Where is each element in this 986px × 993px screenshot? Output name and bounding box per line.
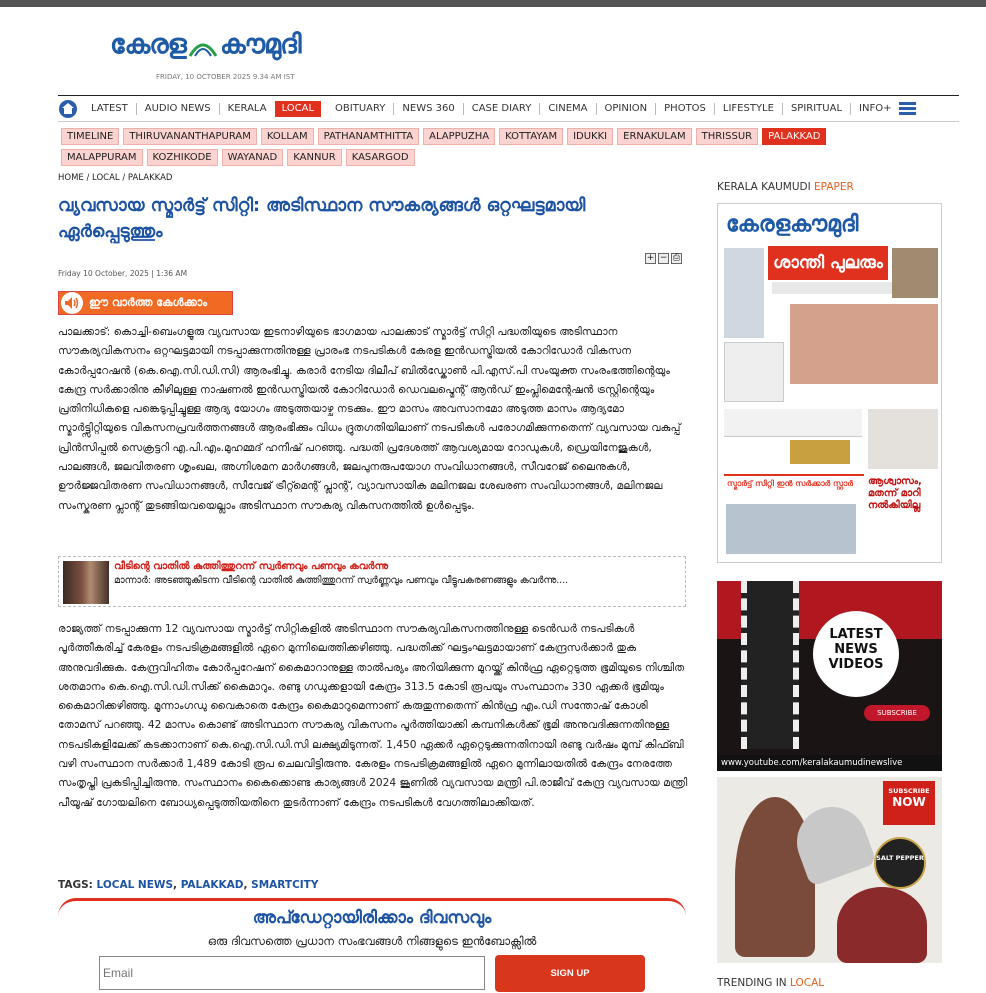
trending-accent: LOCAL xyxy=(790,977,825,989)
logo-text-left: കേരള xyxy=(110,29,186,60)
newsletter-title: അപ്ഡേറ്റായിരിക്കാം ദിവസവും xyxy=(252,908,492,928)
email-input[interactable] xyxy=(99,956,485,990)
epaper-photo xyxy=(790,304,938,384)
logo-text-right: കൗമുദി xyxy=(219,29,301,60)
article-date: Friday 10 October, 2025 | 1:36 AM xyxy=(58,269,188,278)
district-tab[interactable]: KOTTAYAM xyxy=(499,128,563,145)
epaper-story-2: ആശ്വാസം, മതന്ന് മാറി നൽകിയില്ല xyxy=(868,476,940,536)
breadcrumb[interactable]: HOME / LOCAL / PALAKKAD xyxy=(58,173,173,183)
ad-subscribe-label[interactable] xyxy=(883,781,935,825)
epaper-story-1: സ്മാർട്ട് സിറ്റി ഇൻ സർക്കാർ സ്റ്റാർ xyxy=(724,474,864,560)
nav-item-obituary[interactable]: OBITUARY xyxy=(327,103,394,115)
article-paragraph-1: പാലക്കാട്: കൊച്ചി-ബെംഗളൂരു വ്യവസായ ഇടനാഴിയുടെ ഭാഗമായ പാലക്കാട് സ്മാർട്ട് സിറ്റി പദ്ധതിയുടെ അടിസ്ഥാന സൗകര്യവികസനം ഒറ്റഘട്ടമായി നടപ്പാക്കുന്നതിനുള്ള പ്രാരംഭ നടപടികൾ കേരള ഇൻഡസ്ട്രിയൽ കോറിഡോർ വികസന കോർപ്പറേഷൻ (കെ.ഐ.സി.ഡി.സി) ആരംഭിച്ചു. കരാർ നേടിയ ദിലീപ് ബിൽഡ്കോൺ പി.എസ്.പി സംയുക്ത സംരംഭത്തിന്റെയും കേന്ദ്ര സർക്കാരിനു കീഴിലുള്ള നാഷണൽ ഇൻഡസ്ട്രിയൽ കോറിഡോർ ഡെവലപ്മെന്റ് ആൻഡ് ഇംപ്ലിമെന്റേഷൻ ട്രസ്റ്റിന്റെയും പ്രതിനിധികളെ പങ്കെടുപ്പിച്ചുള്ള ആദ്യ യോഗം അടുത്തയാഴ്ച നടക്കും. ഈ മാസം അവസാനമോ അടുത്ത മാസം ആദ്യമോ സ്മാർട്ട്സിറ്റിയുടെ വികസനപ്രവർത്തനങ്ങൾ ആരംഭിക്കും വിധം ദ്രുതഗതിയിലാണ് നടപടികൾ പരോഗമിക്കുന്നതെന്ന് വ്യവസായ വകുപ്പ് പ്രിൻസിപ്പൽ സെക്രട്ടറി എ.പി.എം.മുഹമ്മദ് ഹനീഷ് പറഞ്ഞു. പദ്ധതി പ്രദേശത്ത് ആവശ്യമായ റോഡുകൾ, ഡ്രെയിനേജുകൾ, പാലങ്ങൾ, ജലവിതരണ ശൃംഖല, അഗ്നിശമന മാർഗങ്ങൾ, ജലപുനരുപയോഗ സംവിധാനങ്ങൾ, സീവറേജ് ലൈനുകൾ, ഊർജ്ജവിതരണ സംവിധാനങ്ങൾ, സീവേജ് ട്രീറ്റ്മെന്റ് പ്ലാന്റ്, വ്യാവസായിക മലിനജല ശേഖരണ സംവിധാനങ്ങൾ, മലിനജല സംസ്കരണ പ്ലാന്റ് തുടങ്ങിയവയെല്ലാം അടിസ്ഥാന സൗകര്യ വികസനത്തിൽ ഉൾപ്പെടും. xyxy=(58,326,681,512)
nav-item-news-360[interactable]: NEWS 360 xyxy=(394,103,463,115)
district-tab[interactable]: KOZHIKODE xyxy=(147,149,218,166)
related-thumbnail xyxy=(63,561,109,604)
filmstrip-graphic xyxy=(741,581,799,749)
nav-item-photos[interactable]: PHOTOS xyxy=(656,103,715,115)
epaper-preview[interactable] xyxy=(717,203,942,563)
main-nav xyxy=(58,95,959,122)
tags-label: TAGS: xyxy=(58,879,93,891)
epaper-headline: ശാന്തി പുലരും xyxy=(768,246,888,280)
video-subscribe-button[interactable]: SUBSCRIBE xyxy=(864,705,930,721)
epaper-text-block xyxy=(724,409,862,437)
logo-sunrise-icon xyxy=(188,34,218,56)
home-icon[interactable] xyxy=(59,100,77,118)
nav-item-local[interactable]: LOCAL xyxy=(275,101,321,117)
district-tab[interactable]: KASARGOD xyxy=(346,149,415,166)
related-story[interactable] xyxy=(58,556,686,607)
nav-item-latest[interactable]: LATEST xyxy=(83,103,137,115)
trending-prefix: TRENDING IN xyxy=(717,977,787,989)
article-headline: വ്യവസായ സ്മാർട്ട് സിറ്റി: അടിസ്ഥാന സൗകര്യങ്ങൾ ഒറ്റഘട്ടമായി ഏർപ്പെടുത്തും xyxy=(58,196,586,242)
nav-item-case-diary[interactable]: CASE DIARY xyxy=(464,103,541,115)
font-decrease-button[interactable]: − xyxy=(659,253,668,263)
district-tabs xyxy=(61,128,901,166)
district-tab[interactable]: IDUKKI xyxy=(567,128,613,145)
district-tab[interactable]: KANNUR xyxy=(287,149,341,166)
epaper-heading-accent: EPAPER xyxy=(814,181,854,193)
epaper-photo xyxy=(868,409,938,469)
hamburger-menu-icon[interactable] xyxy=(899,102,916,115)
district-tab[interactable]: KOLLAM xyxy=(261,128,314,145)
related-description: മാന്നാർ: അടഞ്ഞുകിടന്ന വീടിന്റെ വാതിൽ കുത്തിത്തുറന്ന് സ്വർണ്ണവും പണവും വീട്ടുപകരണങ്ങളും കവർന്നു.... xyxy=(114,575,569,586)
article-paragraph-2: രാജ്യത്ത് നടപ്പാക്കുന്ന 12 വ്യവസായ സ്മാർട്ട് സിറ്റികളിൽ അടിസ്ഥാന സൗകര്യവികസനത്തിനുള്ള ടെൻഡർ നടപടികൾ പൂർത്തീകരിച്ച് കേരളം നടപടിക്രമങ്ങളിൽ ഏറെ മുന്നിലെത്തിക്കഴിഞ്ഞു. പദ്ധതിക്ക് ഘട്ടംഘട്ടമായാണ് കേന്ദ്രസർക്കാർ തുക അനുവദിക്കുക. കേന്ദ്രവിഹിതം കോർപ്പറേഷന് കൈമാറാനുള്ള താൽപര്യം അറിയിക്കുന്ന മുറയ്ക്ക് കിൻഫ്ര ഏറ്റെടുത്ത ഭൂമിയുടെ നിശ്ചിത ശതമാനം കെ.ഐ.സി.ഡി.സിക്ക് കൈമാറും. രണ്ടു ഗഡുക്കളായി കേന്ദ്രം 313.5 കോടി രൂപയും സംസ്ഥാനം 330 ഏക്കർ ഭൂമിയും കൈമാറിക്കഴിഞ്ഞു. മൂന്നാംഗഡു വൈകാതെ കേന്ദ്രം കൈമാറുമെന്നാണ് കരുതുന്നതെന്ന് കിൻഫ്ര എം.ഡി സന്തോഷ് കോശി തോമസ് പറഞ്ഞു. 42 മാസം കൊണ്ട് അടിസ്ഥാന സൗകര്യ വികസനം പൂർത്തിയാക്കി കമ്പനികൾക്ക് ഭൂമി അനുവദിക്കുന്നതിനുള്ള നടപടികളിലേക്ക് കടക്കാനാണ് കെ.ഐ.സി.ഡി.സി ലക്ഷ്യമിടുന്നത്. 1,450 ഏക്കർ ഏറ്റെടുക്കുന്നതിനായി രണ്ടു വർഷം മുമ്പ് കിഫ്ബി വഴി സംസ്ഥാന സർക്കാർ 1,489 കോടി രൂപ ചെലവിട്ടിരുന്നു. കേരളം നടപടിക്രമങ്ങളിൽ ഏറെ മുന്നിലായതിൽ കേന്ദ്രം നേരത്തേ സംതൃപ്തി പ്രകടിപ്പിച്ചിരുന്നു. സംസ്ഥാനം കൈക്കൊണ്ട കാര്യങ്ങൾ 2024 ജൂണിൽ വ്യവസായ മന്ത്രി പി.രാജീവ് കേന്ദ്ര വ്യവസായ മന്ത്രി പീയൂഷ് ഗോയലിനെ ബോധ്യപ്പെടുത്തിയതിനെ തുടർന്നാണ് കേന്ദ്രം നടപടികൾ വേഗത്തിലാക്കിയത്. xyxy=(58,623,688,809)
district-tab[interactable]: MALAPPURAM xyxy=(61,149,143,166)
ad-subscribe-small: SUBSCRIBE xyxy=(888,787,930,795)
listen-button[interactable] xyxy=(58,291,233,315)
district-tab[interactable]: THIRUVANANTHAPURAM xyxy=(123,128,257,145)
tags: TAGS: LOCAL NEWS, PALAKKAD, SMARTCITY xyxy=(58,879,319,891)
salt-pepper-ad[interactable] xyxy=(717,777,942,963)
epaper-logo: കേരളകൗമുദി xyxy=(718,204,941,244)
ad-person-photo xyxy=(837,887,927,963)
epaper-photo xyxy=(726,504,856,554)
tag-link[interactable]: PALAKKAD xyxy=(180,879,244,891)
latest-videos-label: LATEST NEWS VIDEOS xyxy=(813,611,899,697)
epaper-heading-prefix: KERALA KAUMUDI xyxy=(717,181,811,193)
nav-item-spiritual[interactable]: SPIRITUAL xyxy=(783,103,851,115)
latest-videos-banner[interactable] xyxy=(717,581,942,771)
epaper-heading xyxy=(717,181,854,193)
youtube-url[interactable]: www.youtube.com/keralakaumudinewslive xyxy=(717,755,942,771)
district-tab[interactable]: TIMELINE xyxy=(61,128,119,145)
related-title[interactable]: വീടിന്റെ വാതിൽ കുത്തിത്തുറന്ന് സ്വർണവും പണവും കവർന്നു xyxy=(114,561,389,572)
listen-label: ഈ വാർത്ത കേൾക്കാം xyxy=(89,296,207,309)
site-logo[interactable] xyxy=(110,26,340,64)
font-increase-button[interactable]: + xyxy=(646,253,655,263)
article-tools xyxy=(645,253,682,264)
district-tab-active[interactable]: PALAKKAD xyxy=(762,128,826,145)
salt-pepper-badge: SALT PEPPER xyxy=(874,837,926,889)
district-tab[interactable]: ERNAKULAM xyxy=(617,128,691,145)
ad-subscribe-now: NOW xyxy=(892,795,926,809)
tag-link[interactable]: LOCAL NEWS xyxy=(96,879,174,891)
epaper-photo xyxy=(724,248,764,338)
trending-heading xyxy=(717,977,824,989)
epaper-photo xyxy=(892,248,938,298)
signup-button[interactable]: SIGN UP xyxy=(495,955,645,992)
district-tab[interactable]: PATHANAMTHITTA xyxy=(318,128,420,145)
nav-item-audio-news[interactable]: AUDIO NEWS xyxy=(137,103,220,115)
nav-item-cinema[interactable]: CINEMA xyxy=(540,103,596,115)
nav-item-opinion[interactable]: OPINION xyxy=(597,103,657,115)
nav-item-kerala[interactable]: KERALA xyxy=(227,102,267,114)
tag-link[interactable]: SMARTCITY xyxy=(251,879,319,891)
nav-item-info[interactable]: INFO+ xyxy=(859,102,892,114)
district-tab[interactable]: WAYANAD xyxy=(222,149,284,166)
print-button[interactable]: ⎙ xyxy=(672,253,681,263)
speaker-icon xyxy=(61,292,83,314)
district-tab[interactable]: ALAPPUZHA xyxy=(423,128,495,145)
top-bar xyxy=(0,0,986,7)
date-line: FRIDAY, 10 OCTOBER 2025 9.34 AM IST xyxy=(156,73,295,81)
newsletter-subtitle: ഒരു ദിവസത്തെ പ്രധാന സംഭവങ്ങൾ നിങ്ങളുടെ ഇൻബോക്സിൽ xyxy=(207,934,537,948)
district-tab[interactable]: THRISSUR xyxy=(696,128,759,145)
epaper-text-block xyxy=(772,282,892,294)
nav-item-lifestyle[interactable]: LIFESTYLE xyxy=(715,103,783,115)
epaper-text-block xyxy=(724,342,784,402)
epaper-photo xyxy=(790,440,850,464)
